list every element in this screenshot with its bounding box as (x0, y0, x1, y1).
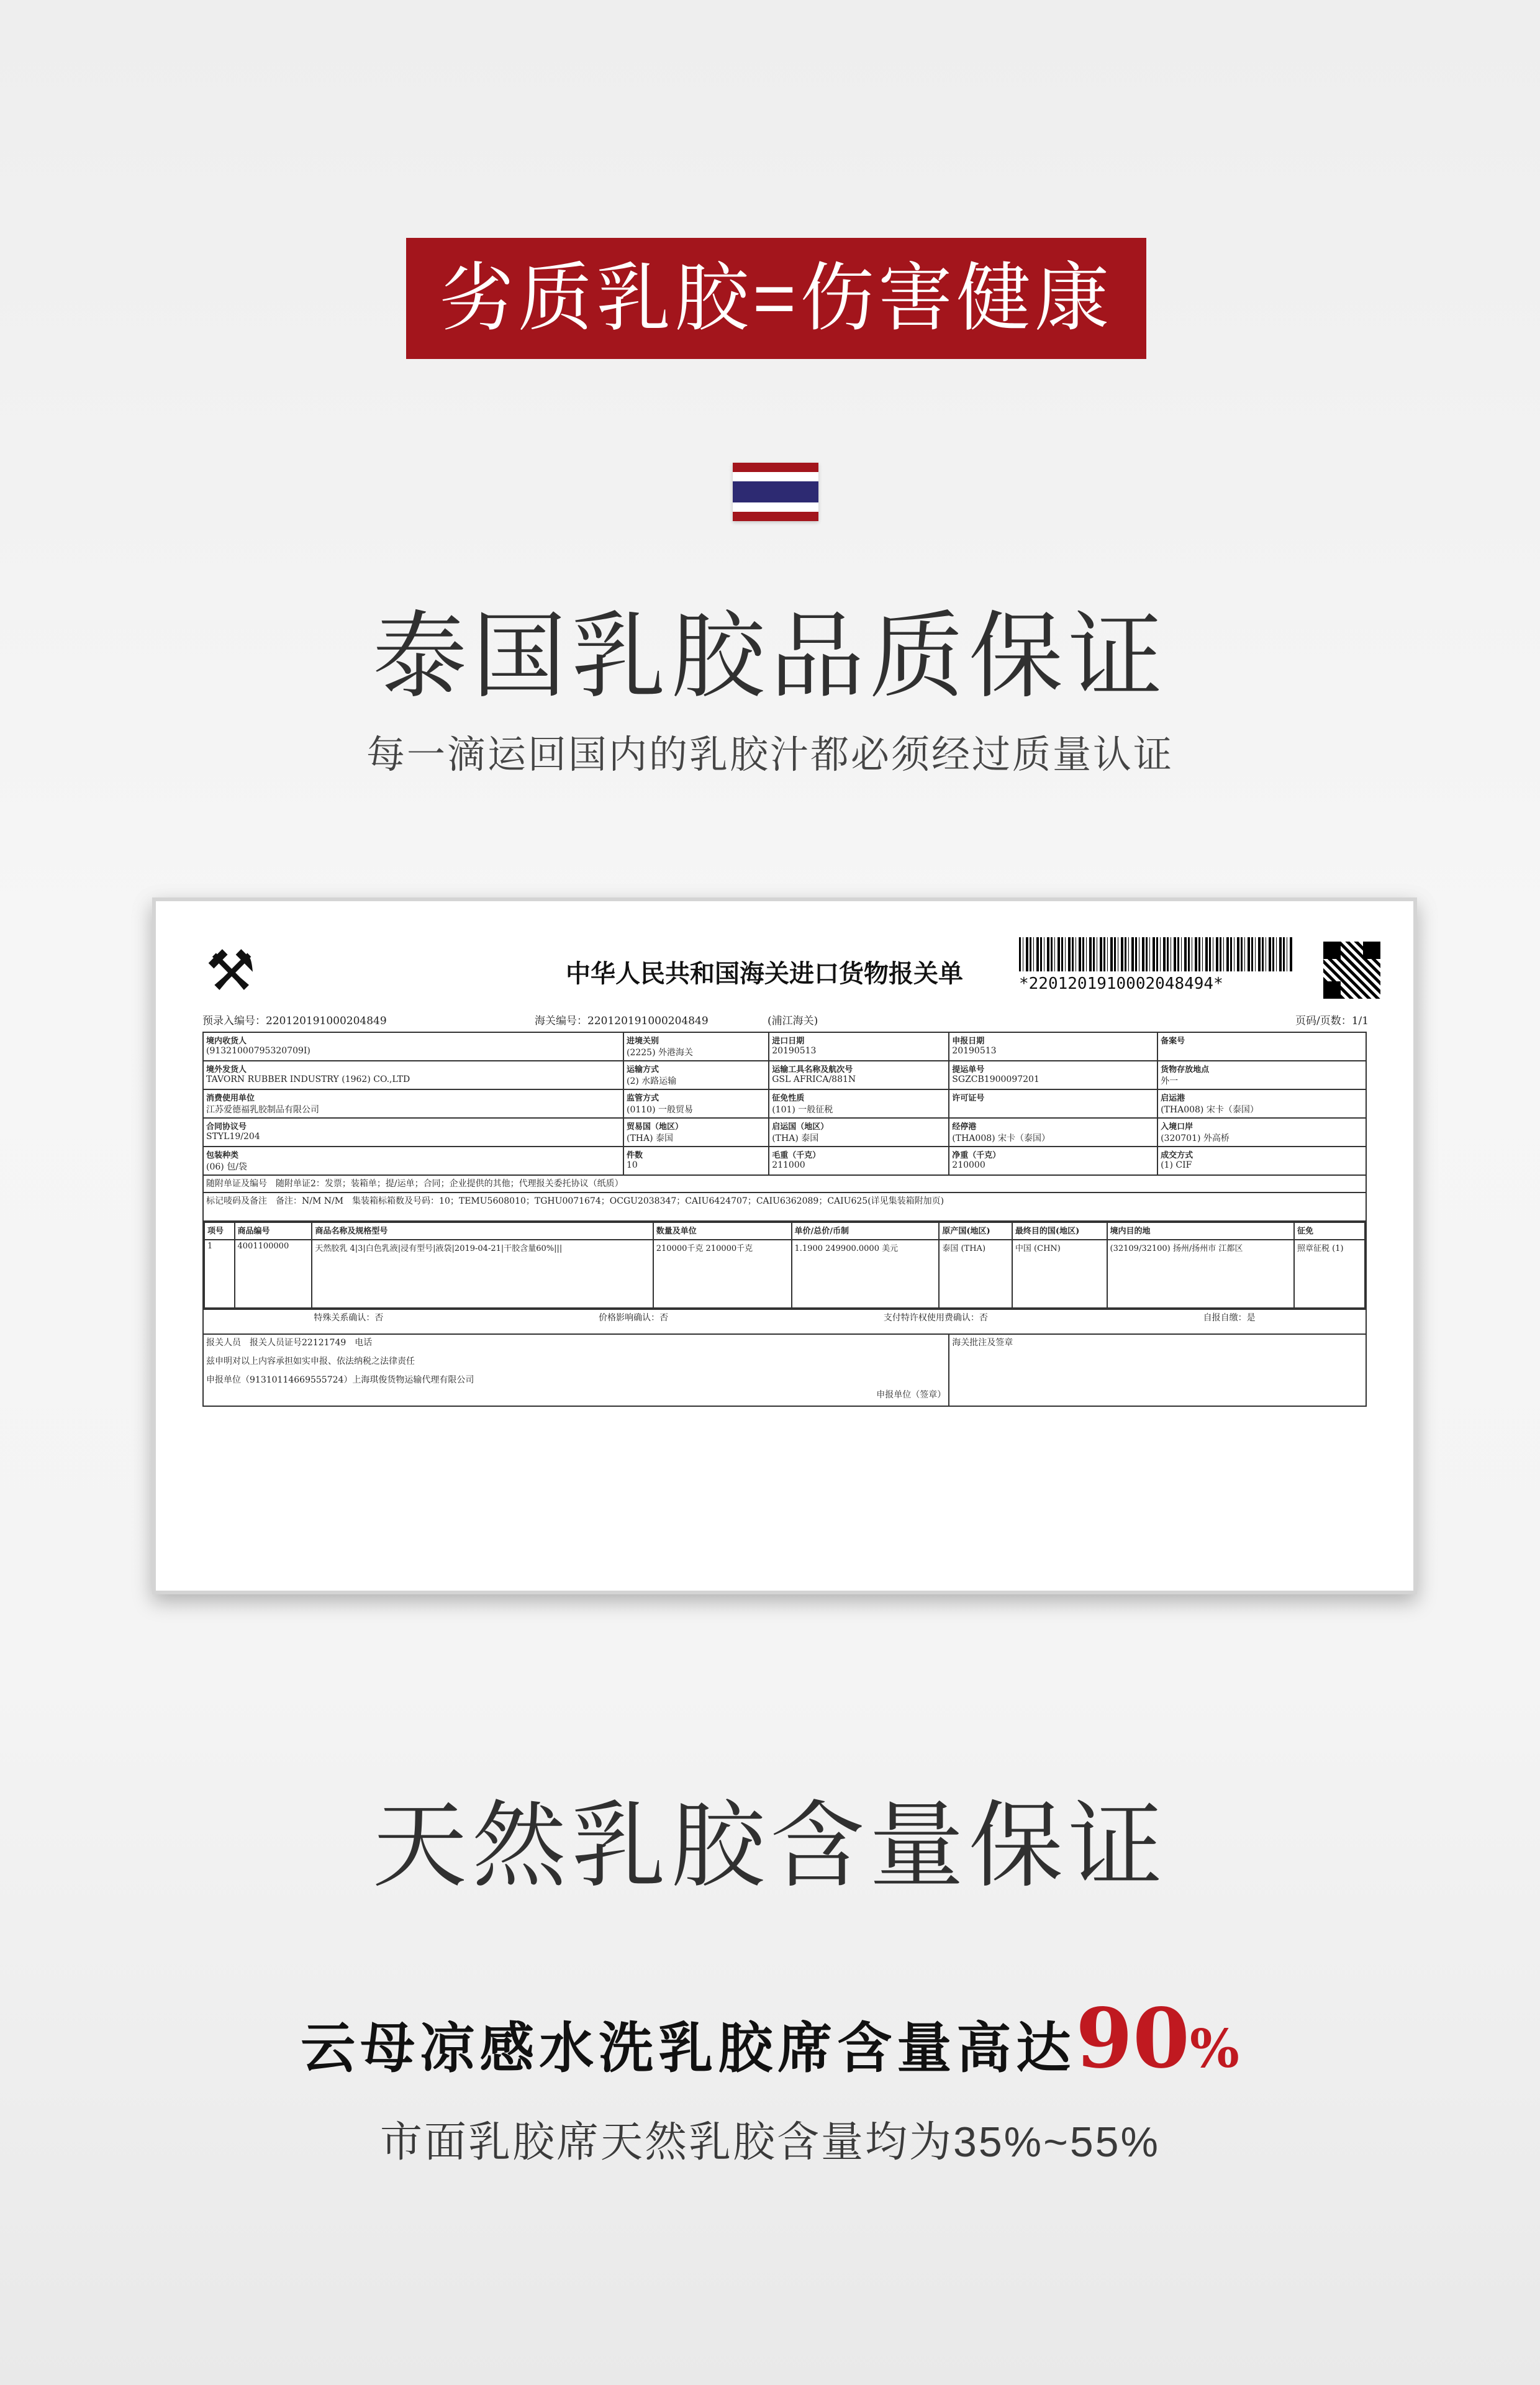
claim-unit: % (1189, 2018, 1239, 2079)
form-cell-label: 贸易国（地区） (627, 1122, 684, 1132)
form-cell-value: SGZCB1900097201 (952, 1074, 1040, 1084)
form-cell (623, 1032, 769, 1061)
goods-header-cell: 项号 (204, 1222, 235, 1240)
goods-header-cell: 征免 (1294, 1222, 1365, 1240)
form-cell-label: 经停港 (952, 1122, 977, 1132)
marks-line: 标记唛码及备注 备注：N/M N/M 集装箱标箱数及号码：10；TEMU5608010；TGHU0071674；OCGU2038347；CAIU6424707；CAIU6362089；CAIU625(详见集装箱附加页) (203, 1192, 1366, 1221)
form-cell (203, 1032, 623, 1061)
form-cell-value: TAVORN RUBBER INDUSTRY (1962) CO.,LTD (206, 1074, 410, 1084)
form-cell (1157, 1147, 1366, 1175)
section1-subtitle: 每一滴运回国内的乳胶汁都必须经过质量认证 (366, 734, 1174, 776)
agency: 申报单位（91310114669555724）上海琪俊货物运输代理有限公司 (206, 1375, 474, 1385)
customs-port: (浦江海关) (768, 1015, 818, 1027)
form-cell-label: 包装种类 (206, 1151, 239, 1160)
form-cell-label: 进口日期 (772, 1037, 805, 1046)
page-count: 页码/页数：1/1 (1295, 1015, 1369, 1027)
content-claim (0, 1991, 1540, 2087)
form-cell (769, 1118, 949, 1147)
form-cell-label: 运输工具名称及航次号 (772, 1065, 853, 1074)
goods-header-cell: 境内目的地 (1107, 1222, 1295, 1240)
goods-header-cell: 数量及单位 (653, 1222, 792, 1240)
form-cell (623, 1089, 769, 1118)
form-cell-label: 进境关别 (627, 1037, 659, 1046)
form-cell-value: STYL19/204 (206, 1132, 260, 1142)
customs-number: 海关编号：220120191000204849 (535, 1015, 709, 1027)
form-cell (203, 1118, 623, 1147)
goods-cell: 中国 (CHN) (1012, 1240, 1107, 1308)
market-note: 市面乳胶席天然乳胶含量均为35%~55% (380, 2119, 1160, 2166)
form-cell-value: (0110) 一般贸易 (627, 1105, 694, 1115)
goods-cell: 照章征税 (1) (1294, 1240, 1365, 1308)
barcode-number: *2201201910002048494* (1019, 974, 1223, 993)
form-cell-label: 启运港 (1161, 1094, 1185, 1103)
goods-cell: 210000千克 210000千克 (653, 1240, 792, 1308)
form-cell-value: (2) 水路运输 (627, 1076, 677, 1086)
form-cell-label: 消费使用单位 (206, 1094, 255, 1103)
form-cell (949, 1061, 1157, 1089)
form-cell-value: 江苏爱德福乳胶制品有限公司 (206, 1105, 319, 1115)
customs-review: 海关批注及签章 (949, 1334, 1366, 1406)
confirm-item: 价格影响确认：否 (599, 1313, 669, 1323)
goods-header-cell: 最终目的国(地区) (1012, 1222, 1107, 1240)
form-cell-value: 10 (627, 1160, 638, 1170)
form-cell-label: 监管方式 (627, 1094, 659, 1103)
form-cell (949, 1032, 1157, 1061)
form-cell-label: 备案号 (1161, 1037, 1185, 1046)
goods-cell: 1 (204, 1240, 235, 1308)
docs-line: 随附单证及编号 随附单证2：发票；装箱单；提/运单；合同；企业提供的其他；代理报关委托协议（纸质） (203, 1175, 1366, 1192)
form-cell (949, 1147, 1157, 1175)
declarer-line: 报关人员 报关人员证号22121749 电话 (206, 1338, 373, 1348)
form-cell-value: (2225) 外港海关 (627, 1048, 694, 1058)
goods-cell: 1.1900 249900.0000 美元 (792, 1240, 940, 1308)
form-cell (623, 1147, 769, 1175)
declaration-table (202, 1032, 1367, 1407)
form-cell-value: 20190513 (952, 1046, 997, 1056)
form-cell-label: 境内收货人 (206, 1037, 247, 1046)
goods-table (204, 1222, 1366, 1309)
section2-title: 天然乳胶含量保证 (373, 1793, 1167, 1899)
headline-banner: 劣质乳胶=伤害健康 (406, 238, 1146, 359)
form-cell (1157, 1061, 1366, 1089)
form-cell-label: 货物存放地点 (1161, 1065, 1210, 1074)
form-cell-value: (91321000795320709I) (206, 1046, 310, 1056)
form-cell-label: 许可证号 (952, 1094, 985, 1103)
confirm-item: 特殊关系确认：否 (314, 1313, 384, 1323)
form-cell-value: 外一 (1161, 1076, 1179, 1086)
form-cell-value: 211000 (772, 1160, 805, 1170)
form-cell-label: 毛重（千克） (772, 1151, 821, 1160)
customs-declaration-document (152, 897, 1417, 1594)
form-cell-label: 件数 (627, 1151, 643, 1160)
form-cell-value: (320701) 外高桥 (1161, 1133, 1230, 1143)
form-cell (1157, 1032, 1366, 1061)
claim-value: 90 (1076, 1991, 1190, 2087)
form-cell (203, 1147, 623, 1175)
form-cell-label: 提运单号 (952, 1065, 985, 1074)
form-cell-value: (THA) 泰国 (627, 1133, 674, 1143)
form-cell (769, 1032, 949, 1061)
form-cell (623, 1061, 769, 1089)
goods-header-cell: 商品名称及规格型号 (312, 1222, 653, 1240)
customs-emblem-icon: ⚒ (206, 940, 256, 1002)
goods-header-cell: 单价/总价/币制 (792, 1222, 940, 1240)
form-cell-label: 征免性质 (772, 1094, 805, 1103)
document-title: 中华人民共和国海关进口货物报关单 (566, 959, 963, 988)
form-cell (769, 1089, 949, 1118)
form-cell (949, 1118, 1157, 1147)
goods-cell: 天然胶乳 4|3|白色乳液|浸有型号|液袋|2019-04-21|干胶含量60%||| (312, 1240, 653, 1308)
form-cell-value: 210000 (952, 1160, 985, 1170)
goods-cell: 泰国 (THA) (939, 1240, 1012, 1308)
form-cell-value: (THA008) 宋卡（泰国） (952, 1133, 1051, 1143)
form-cell (1157, 1118, 1366, 1147)
form-cell-value: 20190513 (772, 1046, 817, 1056)
form-cell (1157, 1089, 1366, 1118)
pre-entry-number: 预录入编号：220120191000204849 (202, 1015, 387, 1027)
confirm-item: 支付特许权使用费确认：否 (883, 1313, 988, 1323)
form-cell-label: 启运国（地区） (772, 1122, 829, 1132)
section1-title: 泰国乳胶品质保证 (373, 604, 1167, 709)
qr-code-icon (1323, 942, 1380, 999)
statement: 兹申明对以上内容承担如实申报、依法纳税之法律责任 (206, 1356, 415, 1366)
form-cell-value: (THA) 泰国 (772, 1133, 819, 1143)
form-cell-label: 入境口岸 (1161, 1122, 1194, 1132)
form-cell-label: 境外发货人 (206, 1065, 247, 1074)
form-cell-value: (1) CIF (1161, 1160, 1192, 1170)
form-cell-label: 合同协议号 (206, 1122, 247, 1132)
goods-header-cell: 原产国(地区) (939, 1222, 1012, 1240)
claim-text: 云母凉感水洗乳胶席含量高达 (301, 2015, 1076, 2080)
form-cell-label: 净重（千克） (952, 1151, 1001, 1160)
confirm-item: 自报自缴：是 (1203, 1313, 1256, 1323)
goods-cell: (32109/32100) 扬州/扬州市 江都区 (1107, 1240, 1295, 1308)
form-cell (203, 1061, 623, 1089)
form-cell-value: (THA008) 宋卡（泰国） (1161, 1105, 1259, 1115)
form-cell-label: 成交方式 (1161, 1151, 1194, 1160)
barcode-icon (1019, 937, 1292, 971)
form-cell (769, 1061, 949, 1089)
form-cell (949, 1089, 1157, 1118)
form-cell-value: (101) 一般征税 (772, 1105, 833, 1115)
form-cell-value: GSL AFRICA/881N (772, 1074, 856, 1084)
form-cell (623, 1118, 769, 1147)
form-cell (203, 1089, 623, 1118)
seal-label: 申报单位（签章） (876, 1390, 946, 1400)
thailand-flag-icon (733, 463, 818, 521)
goods-header-cell: 商品编号 (235, 1222, 312, 1240)
form-cell-label: 运输方式 (627, 1065, 659, 1074)
form-cell-value: (06) 包/袋 (206, 1162, 247, 1172)
goods-cell: 4001100000 (235, 1240, 312, 1308)
form-cell (769, 1147, 949, 1175)
form-cell-label: 申报日期 (952, 1037, 985, 1046)
